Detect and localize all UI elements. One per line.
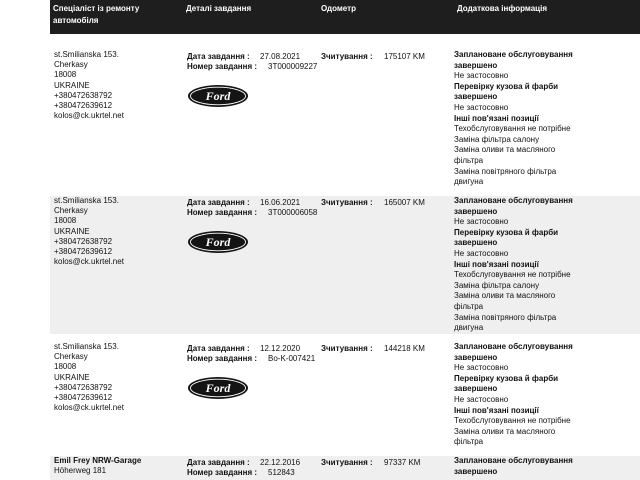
address-line: Cherkasy [54,352,88,362]
info-line: двигуна [454,177,484,187]
header-odometer: Одометр [321,4,356,13]
additional-info [454,342,640,448]
info-line: двигуна [454,323,484,333]
info-line: Перевірку кузова й фарби [454,373,559,383]
info-line: Не застосовно [454,363,509,373]
service-record [50,456,640,480]
odometer-reading: 165007 KM [384,198,425,207]
info-line: Заміна повітряного фільтра [454,166,557,176]
info-line: завершено [454,238,498,248]
header-additional-info: Додаткова інформація [457,4,547,13]
ford-logo-icon [187,84,249,108]
number-label: Номер завдання : [187,354,258,363]
reading-label: Зчитування : [321,458,373,467]
address-line: 18008 [54,216,77,226]
address-line: UKRAINE [54,80,90,90]
address-line: +380472638792 [54,236,113,246]
additional-info [454,50,640,188]
date-label: Дата завдання : [187,52,250,61]
info-line: завершено [454,466,498,476]
header-task-details: Деталі завдання [186,4,252,13]
info-line: фільтра [454,301,484,311]
address-line: 18008 [54,362,77,372]
address-line: 18008 [54,70,77,80]
info-line: Заміна повітряного фільтра [454,312,557,322]
address-line: +380472639612 [54,101,113,111]
info-line: Заміна фільтра салону [454,280,540,290]
date-label: Дата завдання : [187,458,250,467]
info-line: Заплановане обслуговування [454,342,573,351]
address-line: Cherkasy [54,206,88,216]
task-date: 12.12.2020 [260,344,301,353]
task-date: 27.08.2021 [260,52,301,61]
info-line: завершено [454,352,498,362]
info-line: Техобслуговування не потрібне [454,270,571,280]
info-line: Заплановане обслуговування [454,196,573,205]
address-line: +380472638792 [54,382,113,392]
service-record [50,342,640,454]
info-line: Не застосовно [454,217,509,227]
task-number: 3T000009227 [268,62,318,71]
dealer-address [54,342,124,413]
header-specialist: Спеціаліст із ремонту автомобіля [53,4,140,25]
additional-info [454,456,640,477]
info-line: Техобслуговування не потрібне [454,124,571,134]
address-line: UKRAINE [54,372,90,382]
info-line: Інші пов'язані позиції [454,259,539,269]
ford-logo-text: Ford [205,381,231,395]
ford-logo-text: Ford [205,235,231,249]
task-number: 3T000006058 [268,208,318,217]
service-record [50,50,640,187]
info-line: фільтра [454,437,484,447]
info-line: Заплановане обслуговування [454,50,573,59]
info-line: Не застосовно [454,71,509,81]
address-line: kolos@ck.ukrtel.net [54,403,124,413]
number-label: Номер завдання : [187,62,258,71]
info-line: Інші пов'язані позиції [454,113,539,123]
service-record [50,196,640,334]
info-line: Заміна оливи та масляного [454,426,556,436]
date-label: Дата завдання : [187,344,250,353]
reading-label: Зчитування : [321,344,373,353]
info-line: Заміна оливи та масляного [454,145,556,155]
address-line: +380472639612 [54,247,113,257]
address-line: +380472638792 [54,90,113,100]
info-line: завершено [454,60,498,70]
info-line: Не застосовно [454,248,509,258]
info-line: Техобслуговування не потрібне [454,416,571,426]
reading-label: Зчитування : [321,198,373,207]
odometer-reading: 144218 KM [384,344,425,353]
task-number: 512843 [268,468,295,477]
info-line: Не застосовно [454,102,509,112]
date-label: Дата завдання : [187,198,250,207]
address-line: kolos@ck.ukrtel.net [54,257,124,267]
address-line: Emil Frey NRW-Garage [54,456,142,465]
address-line: kolos@ck.ukrtel.net [54,111,124,121]
info-line: Перевірку кузова й фарби [454,81,559,91]
address-line: st.Smilianska 153. [54,342,119,351]
additional-info [454,196,640,334]
info-line: Не застосовно [454,394,509,404]
task-number: Bo-K-007421 [268,354,316,363]
dealer-address [54,196,124,267]
address-line: st.Smilianska 153. [54,50,119,59]
odometer-reading: 175107 KM [384,52,425,61]
info-line: Заплановане обслуговування [454,456,573,465]
dealer-address [54,50,124,121]
info-line: Заміна оливи та масляного [454,291,556,301]
info-line: Інші пов'язані позиції [454,405,539,415]
odometer-reading: 97337 KM [384,458,421,467]
task-date: 22.12.2016 [260,458,301,467]
ford-logo-text: Ford [205,89,231,103]
reading-label: Зчитування : [321,52,373,61]
address-line: Cherkasy [54,60,88,70]
dealer-address [54,456,141,476]
address-line: UKRAINE [54,226,90,236]
table-header [50,0,640,34]
info-line: завершено [454,206,498,216]
info-line: Перевірку кузова й фарби [454,227,559,237]
info-line: фільтра [454,155,484,165]
info-line: завершено [454,92,498,102]
ford-logo-icon [187,376,249,400]
info-line: Заміна фільтра салону [454,134,540,144]
ford-logo-icon [187,230,249,254]
number-label: Номер завдання : [187,468,258,477]
address-line: Höherweg 181 [54,466,107,476]
number-label: Номер завдання : [187,208,258,217]
task-date: 16.06.2021 [260,198,301,207]
address-line: +380472639612 [54,393,113,403]
info-line: завершено [454,384,498,394]
address-line: st.Smilianska 153. [54,196,119,205]
